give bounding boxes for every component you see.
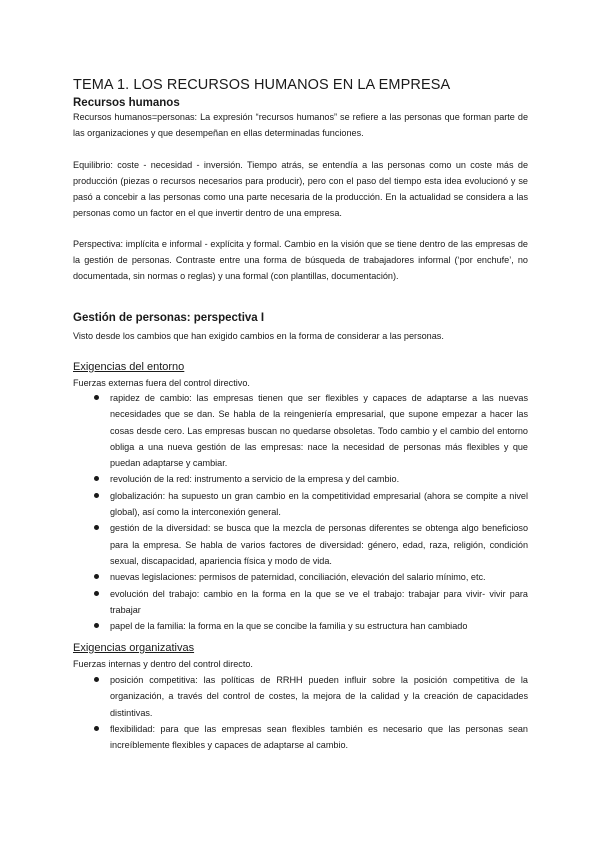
- list-item: globalización: ha supuesto un gran cambio en la competitividad empresarial (ahora se compite a nivel global), así como la interconexión general.: [110, 488, 528, 521]
- subsection-intro-exigencias-organizativas: Fuerzas internas y dentro del control directo.: [73, 659, 253, 669]
- list-item: flexibilidad: para que las empresas sean flexibles también es necesario que las personas sean increíblemente flexibles y capaces de adaptarse al cambio.: [110, 721, 528, 754]
- list-item: revolución de la red: instrumento a servicio de la empresa y del cambio.: [110, 471, 528, 487]
- paragraph-perspectiva: Perspectiva: implícita e informal - explícita y formal. Cambio en la visión que se tiene dentro de las empresas de la gestión de personas. Contraste entre una forma de búsqueda de trabajadores informal (‘por enchufe’, no documentada, sin normas o reglas) y una formal (con plantillas, documentación).: [73, 239, 528, 281]
- bullet-list-exigencias-organizativas: [110, 672, 528, 753]
- paragraph-recursos-humanos: Recursos humanos=personas: La expresión “recursos humanos” se refiere a las personas que forman parte de las organizaciones y que desempeñan en ellas determinadas funciones.: [73, 112, 528, 138]
- list-item: gestión de la diversidad: se busca que la mezcla de personas diferentes se obtenga algo beneficioso para la empresa. Se habla de varios factores de diversidad: género, edad, raza, religión, condición sexual, discapacidad, apariencia física y modo de vida.: [110, 520, 528, 569]
- section-heading-gestion-personas: Gestión de personas: perspectiva I: [73, 312, 265, 324]
- subsection-heading-exigencias-entorno: Exigencias del entorno: [73, 361, 185, 373]
- section-heading-recursos-humanos: Recursos humanos: [73, 97, 180, 109]
- subsection-heading-exigencias-organizativas: Exigencias organizativas: [73, 642, 195, 654]
- list-item: rapidez de cambio: las empresas tienen que ser flexibles y capaces de adaptarse a las nuevas necesidades que se dan. Se habla de la reingeniería empresarial, que supone empezar a hacer las cosas desde cero. Las empresas buscan no quedarse obsoletas. Todo cambio y el cambio del entorno obliga a una nueva gestión de las empresas: nace la necesidad de personas más flexibles y que puedan adaptarse y cambiar.: [110, 390, 528, 471]
- list-item: nuevas legislaciones: permisos de paternidad, conciliación, elevación del salario mínimo, etc.: [110, 569, 528, 585]
- list-item: evolución del trabajo: cambio en la forma en la que se ve el trabajo: trabajar para vivir- vivir para trabajar: [110, 586, 528, 619]
- bullet-list-exigencias-entorno: [110, 390, 528, 634]
- section-intro-gestion-personas: Visto desde los cambios que han exigido cambios en la forma de considerar a las personas.: [73, 331, 444, 341]
- subsection-intro-exigencias-entorno: Fuerzas externas fuera del control directivo.: [73, 378, 250, 388]
- list-item: papel de la familia: la forma en la que se concibe la familia y su estructura han cambiado: [110, 618, 528, 634]
- list-item: posición competitiva: las políticas de RRHH pueden influir sobre la posición competitiva de la organización, a través del control de costes, la mejora de la calidad y la creación de capacidades distintivas.: [110, 672, 528, 721]
- paragraph-equilibrio: Equilibrio: coste - necesidad - inversión. Tiempo atrás, se entendía a las personas como un coste más de producción (piezas o recursos necesarios para producir), pero con el paso del tiempo esta idea evolucionó y se pasó a concebir a las personas como una parte necesaria de la producción. En la actualidad se considera a las personas como un factor en el que invertir dentro de una empresa.: [73, 160, 528, 218]
- document-title: TEMA 1. LOS RECURSOS HUMANOS EN LA EMPRESA: [73, 77, 451, 93]
